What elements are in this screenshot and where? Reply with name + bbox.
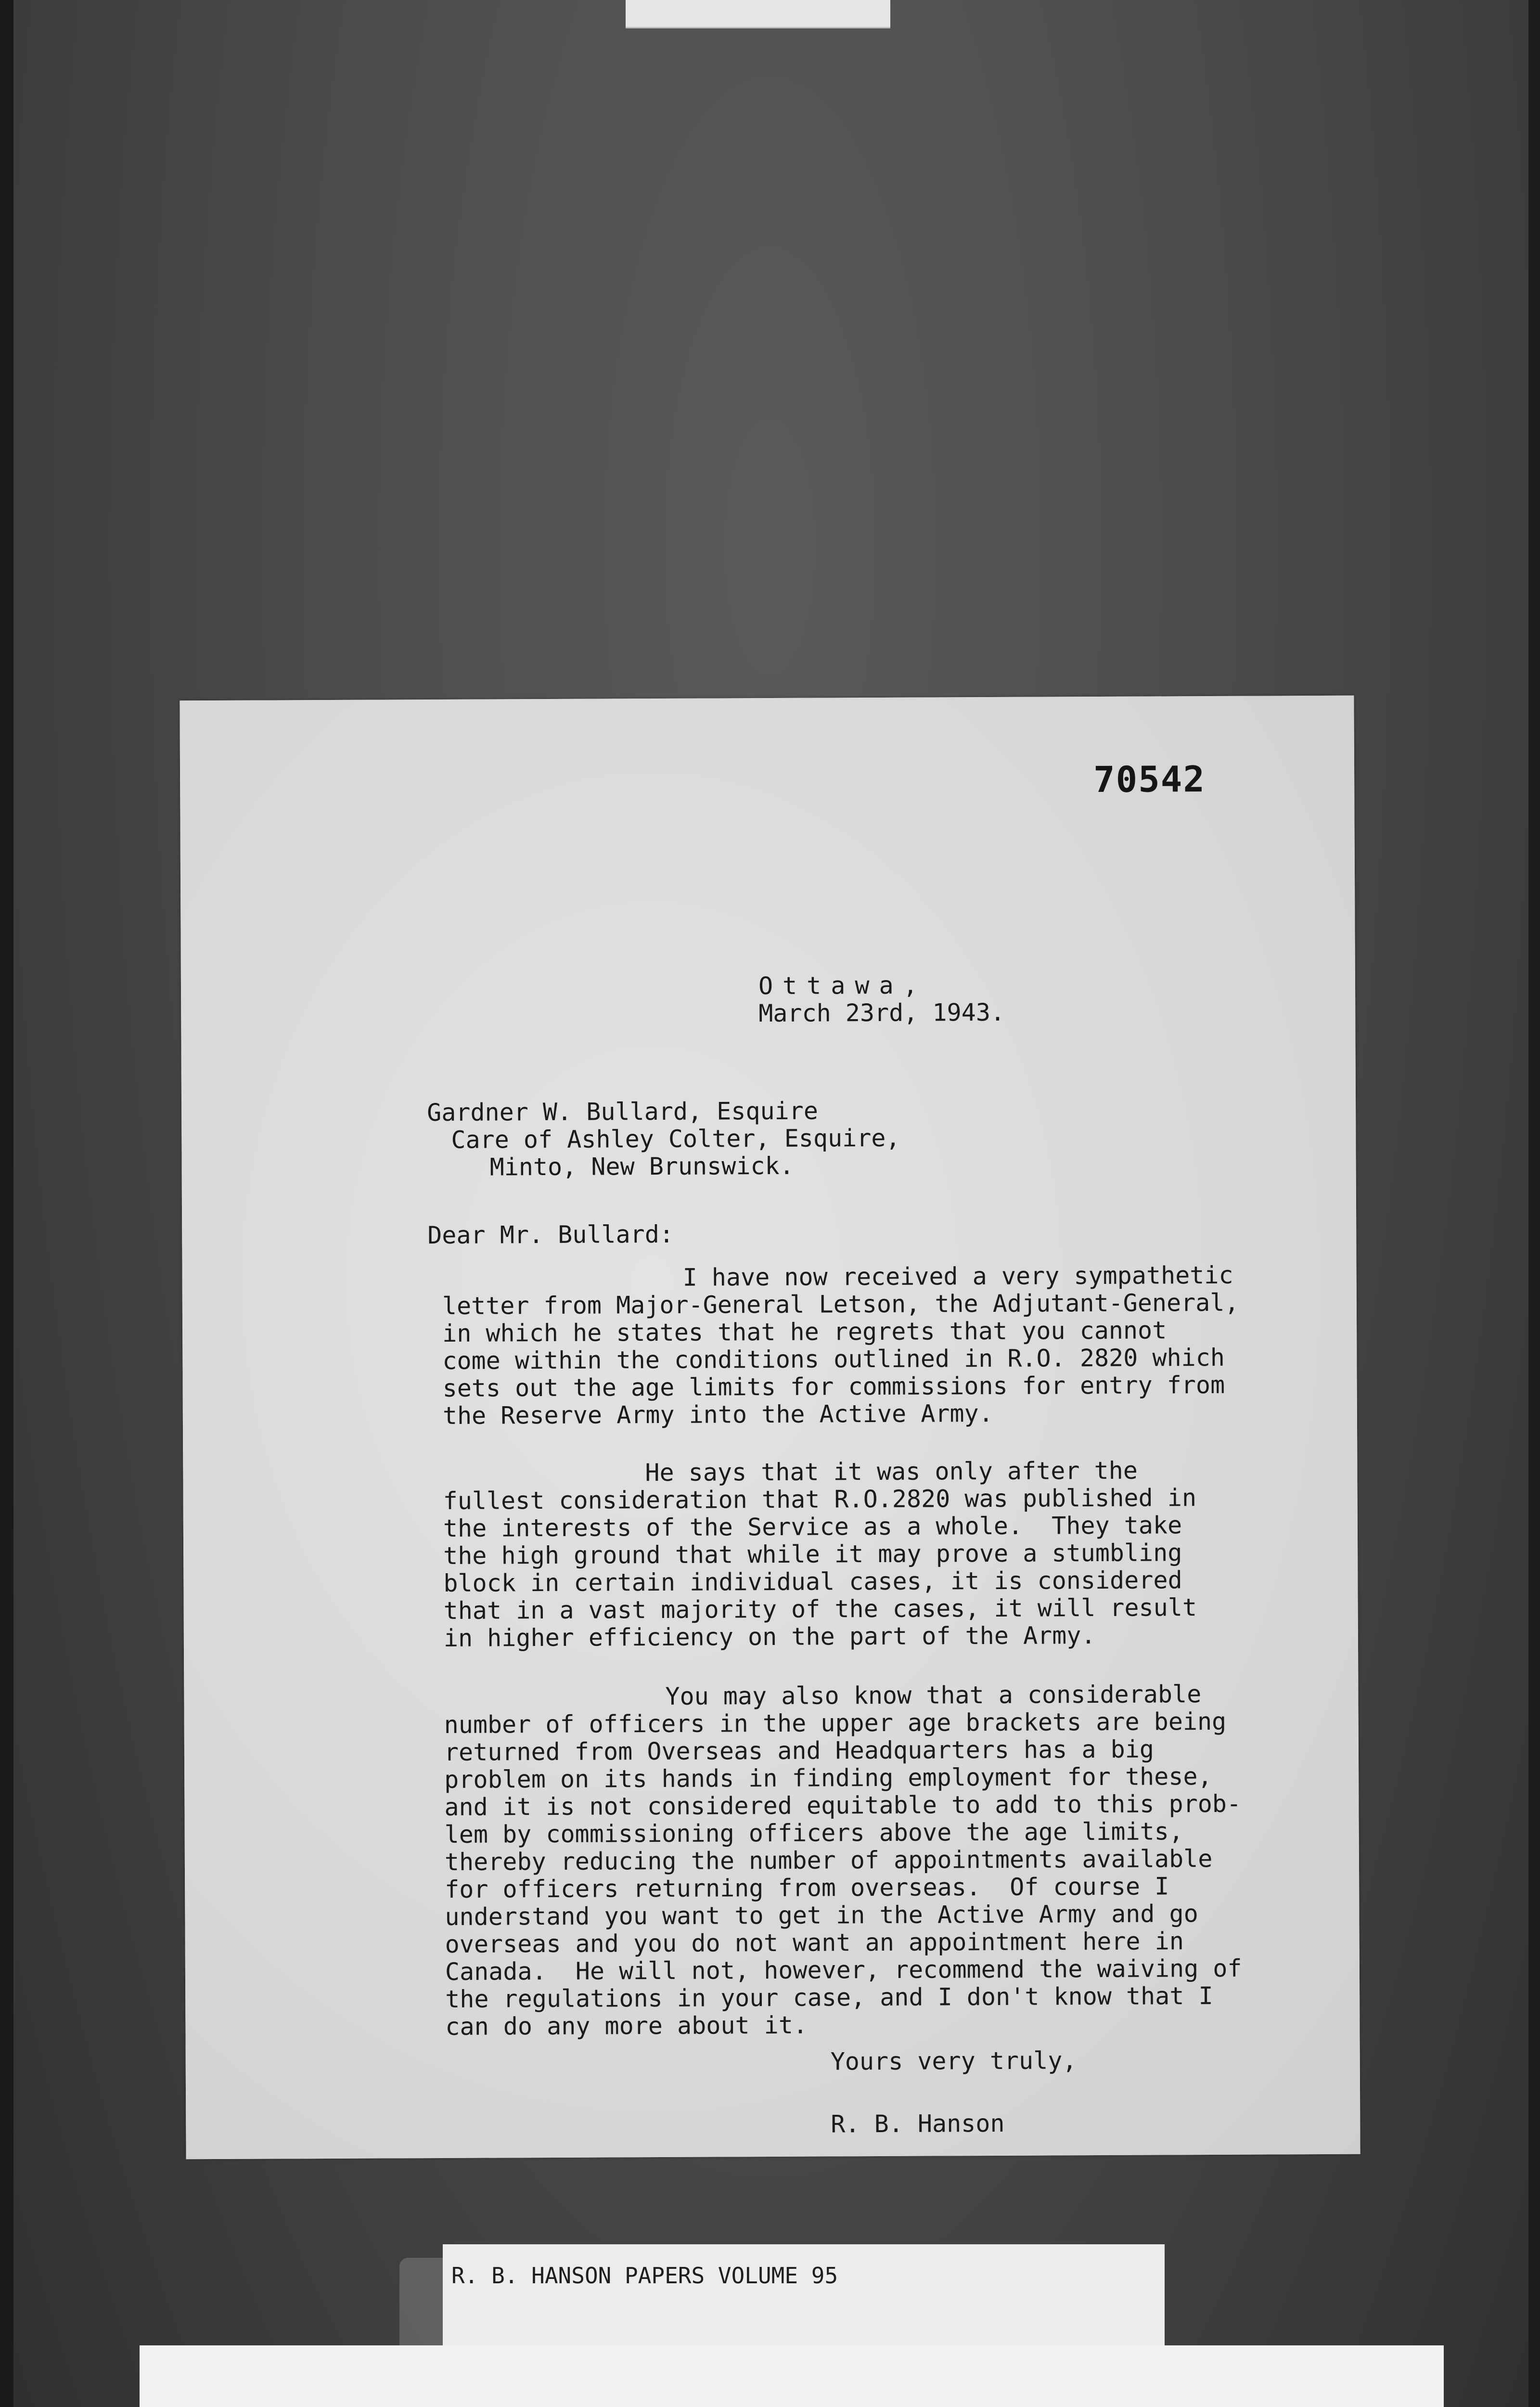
- paragraph-3-line-7: thereby reducing the number of appointments available: [444, 1844, 1213, 1876]
- paragraph-2-line-2: fullest consideration that R.O.2820 was published in: [443, 1484, 1197, 1515]
- paragraph-3-line-12: the regulations in your case, and I don't know that I: [445, 1981, 1213, 2013]
- paragraph-2-line-1: He says that it was only after the: [645, 1456, 1138, 1487]
- paragraph-3-line-2: number of officers in the upper age brackets are being: [444, 1707, 1227, 1739]
- volume-label: [443, 2244, 1165, 2348]
- letter-city: Ottawa,: [758, 971, 927, 1000]
- film-edge-left: [0, 0, 13, 2407]
- letter-date: March 23rd, 1943.: [758, 998, 1005, 1028]
- archives-card: [140, 2345, 1444, 2407]
- volume-label-text: R. B. HANSON PAPERS VOLUME 95: [451, 2263, 838, 2289]
- signature-name: R. B. Hanson: [831, 2109, 1005, 2138]
- paragraph-3-line-9: understand you want to get in the Active Army and go: [445, 1900, 1198, 1931]
- paragraph-3-line-6: lem by commissioning officers above the age limits,: [444, 1817, 1184, 1849]
- film-edge-right: [1528, 0, 1540, 2407]
- paragraph-3-line-3: returned from Overseas and Headquarters has a big: [444, 1735, 1155, 1766]
- paragraph-3-line-10: overseas and you do not want an appointment here in: [445, 1927, 1184, 1958]
- typed-letter: [180, 696, 1360, 2160]
- address-line-2: Care of Ashley Colter, Esquire,: [451, 1124, 900, 1154]
- address-line-1: Gardner W. Bullard, Esquire: [427, 1097, 819, 1127]
- paragraph-1-line-1: I have now received a very sympathetic: [682, 1261, 1233, 1292]
- paragraph-3-line-5: and it is not considered equitable to add to this prob-: [444, 1789, 1242, 1821]
- paragraph-1-line-3: in which he states that he regrets that you cannot: [442, 1316, 1167, 1347]
- paragraph-1-line-2: letter from Major-General Letson, the Adjutant-General,: [442, 1288, 1239, 1320]
- paragraph-2-line-6: that in a vast majority of the cases, it will result: [443, 1593, 1197, 1625]
- salutation: Dear Mr. Bullard:: [427, 1220, 674, 1250]
- paragraph-1-line-6: the Reserve Army into the Active Army.: [442, 1399, 993, 1430]
- closing: Yours very truly,: [830, 2046, 1077, 2076]
- paragraph-3-line-13: can do any more about it.: [445, 2011, 808, 2041]
- paragraph-3-line-8: for officers returning from overseas. Of course I: [445, 1872, 1169, 1903]
- top-film-tab: [626, 0, 890, 28]
- paragraph-2-line-3: the interests of the Service as a whole. They take: [443, 1511, 1182, 1542]
- paragraph-3-line-11: Canada. He will not, however, recommend the waiving of: [445, 1954, 1242, 1986]
- document-number: 70542: [1093, 759, 1206, 801]
- paragraph-1-line-5: sets out the age limits for commissions for entry from: [442, 1371, 1225, 1402]
- paragraph-2-line-7: in higher efficiency on the part of the Army.: [443, 1621, 1096, 1652]
- paragraph-3-line-1: You may also know that a considerable: [665, 1680, 1202, 1710]
- paragraph-2-line-5: block in certain individual cases, it is considered: [443, 1566, 1182, 1597]
- paragraph-2-line-4: the high ground that while it may prove a stumbling: [443, 1539, 1182, 1570]
- paragraph-1-line-4: come within the conditions outlined in R.O. 2820 which: [442, 1343, 1225, 1375]
- address-line-3: Minto, New Brunswick.: [489, 1152, 794, 1181]
- paragraph-3-line-4: problem on its hands in finding employment for these,: [444, 1762, 1212, 1794]
